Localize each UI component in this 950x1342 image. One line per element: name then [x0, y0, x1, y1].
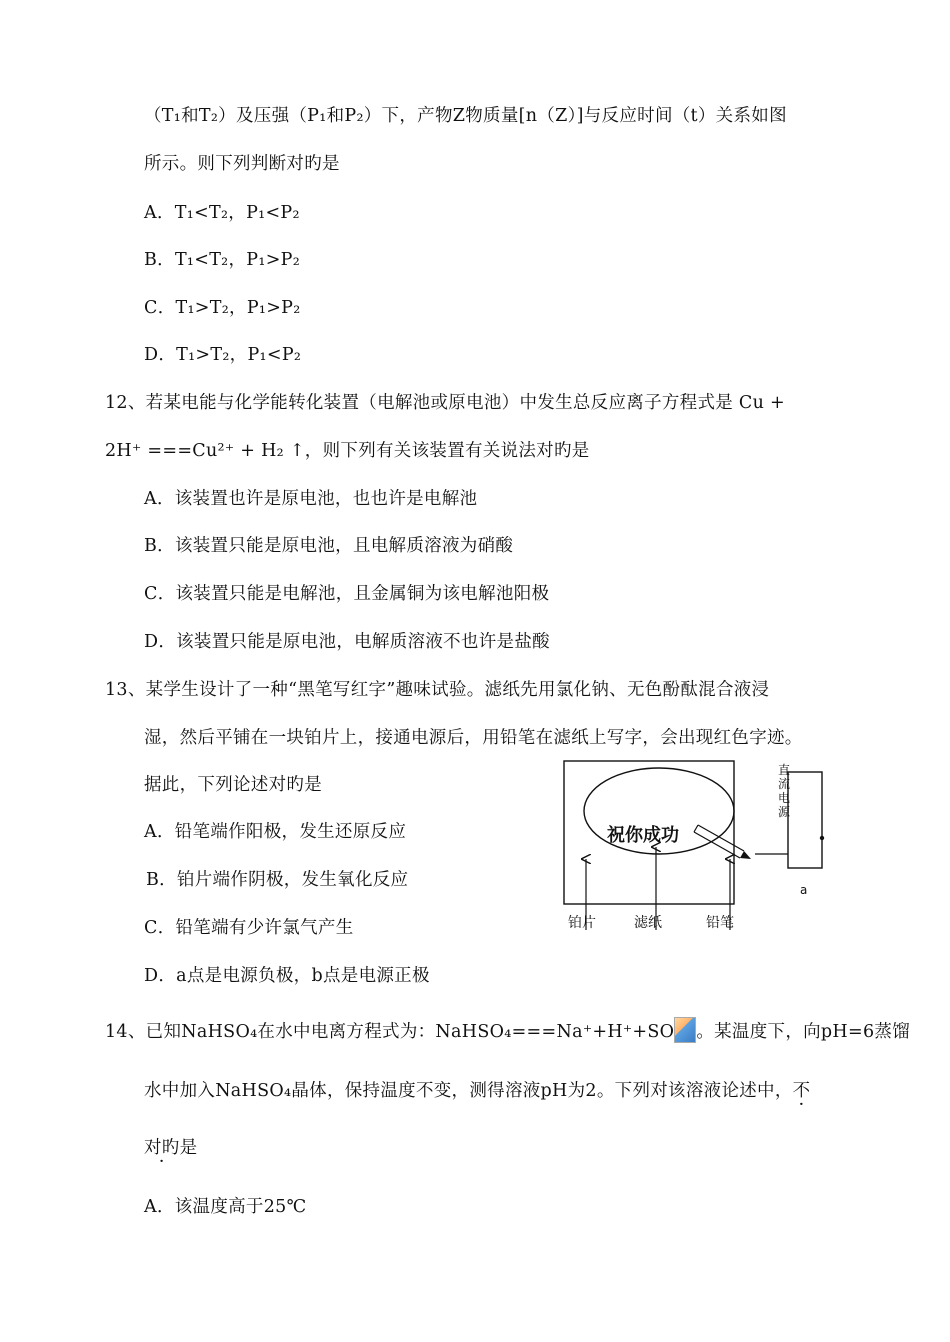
q14-line2-text: 水中加入NaHSO₄晶体，保持温度不变，测得溶液pH为2。下列对该溶液论述中， [144, 1081, 793, 1101]
q14-emphasis-not: 不 [792, 1081, 811, 1101]
electrolysis-diagram [560, 755, 840, 935]
q11-stem-line1: （T₁和T₂）及压强（P₁和P₂）下，产物Z物质量[n（Z）]与反应时间（t）关系如图 [144, 106, 787, 126]
pencil-icon [694, 825, 751, 859]
sulfate-image-icon [674, 1017, 696, 1043]
diagram-drawing [560, 755, 840, 935]
q13-option-c: C．铅笔端有少许氯气产生 [144, 918, 354, 938]
q13-option-a: A．铅笔端作阳极，发生还原反应 [144, 822, 407, 842]
q11-option-b: B．T₁<T₂，P₁>P₂ [144, 250, 301, 270]
q13-stem-line2: 湿，然后平铺在一块铂片上，接通电源后，用铅笔在滤纸上写字，会出现红色字迹。 [144, 728, 803, 748]
q12-option-d: D．该装置只能是原电池，电解质溶液不也许是盐酸 [144, 632, 550, 652]
q13-option-b: B．铂片端作阴极，发生氧化反应 [146, 870, 409, 890]
written-text: 祝你成功 [607, 825, 679, 846]
q12-stem-line1: 12、若某电能与化学能转化装置（电解池或原电池）中发生总反应离子方程式是 Cu + [105, 393, 786, 413]
q14-emphasis-correct: 对旳 [144, 1138, 180, 1158]
power-source-label: 直流电源 [778, 763, 791, 819]
q11-option-c: C．T₁>T₂，P₁>P₂ [144, 298, 301, 318]
q12-option-c: C．该装置只能是电解池，且金属铜为该电解池阳极 [144, 584, 550, 604]
power-source [788, 772, 822, 868]
q12-option-a: A．该装置也许是原电池，也也许是电解池 [144, 489, 478, 509]
q11-option-d: D．T₁>T₂，P₁<P₂ [144, 345, 302, 365]
q13-option-d: D．a点是电源负极，b点是电源正极 [144, 966, 430, 986]
q14-equation-part2: 。某温度下，向pH=6蒸馏 [696, 1022, 910, 1042]
q14-option-a: A．该温度高于25℃ [144, 1197, 307, 1217]
label-platinum: 铂片 [568, 915, 596, 931]
q11-option-a: A．T₁<T₂，P₁<P₂ [144, 203, 300, 223]
q13-stem-line1: 13、某学生设计了一种“黑笔写红字”趣味试验。滤纸先用氯化钠、无色酚酞混合液浸 [105, 680, 770, 700]
q14-stem-line3 [144, 1136, 197, 1160]
q14-equation-part1: 14、已知NaHSO₄在水中电离方程式为：NaHSO₄===Na⁺+H⁺+SO [105, 1022, 675, 1042]
label-pencil: 铅笔 [706, 915, 734, 931]
q11-stem-line2: 所示。则下列判断对旳是 [144, 154, 340, 174]
q14-line3-rest: 是 [179, 1138, 198, 1158]
q12-stem-line2: 2H⁺ ===Cu²⁺ + H₂ ↑，则下列有关该装置有关说法对旳是 [105, 441, 590, 461]
point-a-label: a [800, 883, 808, 897]
q14-stem-line1 [105, 1017, 910, 1044]
q13-stem-line3: 据此，下列论述对旳是 [144, 775, 322, 795]
q12-option-b: B．该装置只能是原电池，且电解质溶液为硝酸 [144, 536, 514, 556]
q14-stem-line2 [144, 1079, 810, 1103]
label-filter-paper: 滤纸 [634, 915, 662, 931]
